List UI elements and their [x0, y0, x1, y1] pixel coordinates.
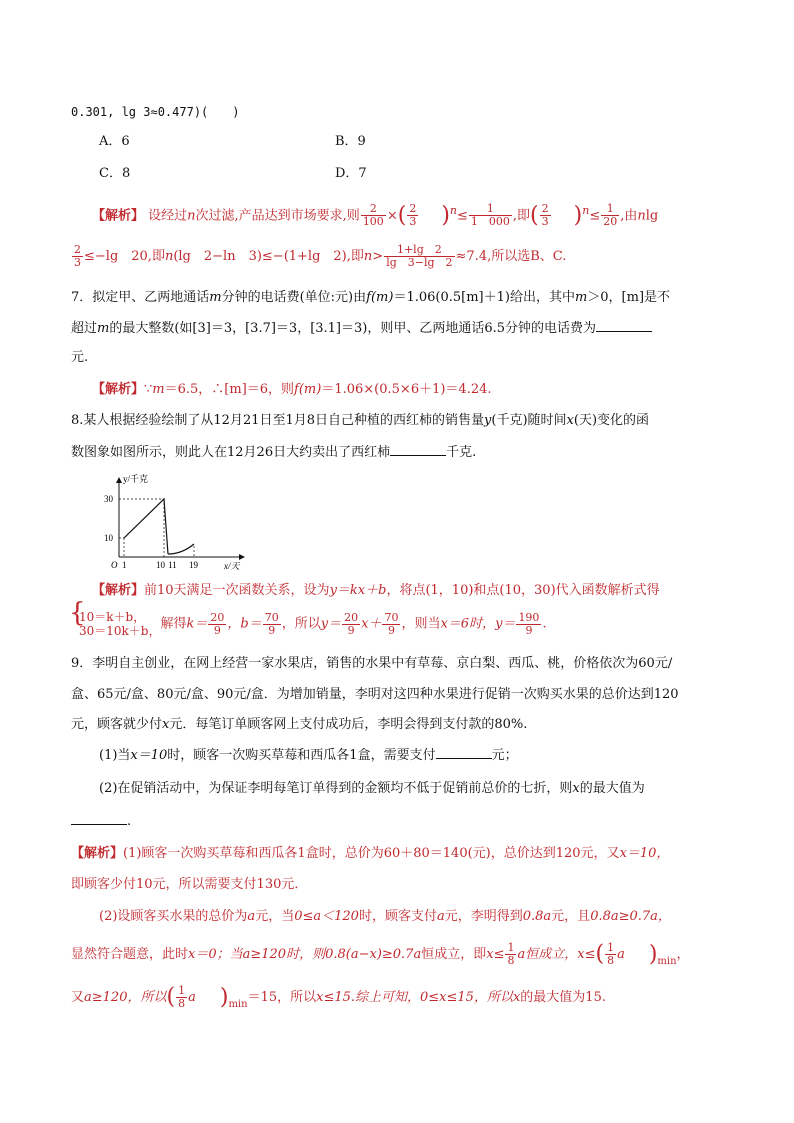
- q7-line2: 超过m的最大整数(如[3]＝3，[3.7]＝3，[3.1]＝3)，则甲、乙两地通话6.5分钟的电话费为: [71, 319, 652, 338]
- q6-option-d: D．7: [335, 166, 367, 181]
- var-n: n: [164, 249, 174, 264]
- fraction: $\frac{1}{8}$: [178, 984, 186, 1010]
- fraction: $\frac{1}{8}$: [507, 941, 515, 967]
- q8-line2: 数图象如图所示，则此人在12月26日大约卖出了西红柿 千克.: [71, 445, 477, 460]
- sol6-line1: 【解析】 设经过n次过滤,产品达到市场要求,则 $\frac{2}{100}$ ×( $\frac{2}{3}$ )$^n$≤ $\frac{1}{1 000}$ ,即( $\frac{2}{3}$ )$^n$≤ $\frac{1}{20}$ ,由nlg: [92, 202, 659, 229]
- answer-blank[interactable]: [436, 746, 492, 759]
- fraction: $\frac{1}{1 000}$: [470, 202, 510, 229]
- sol8-line2: { 10＝k＋b， 30＝10k＋b， 解得k＝ $\frac{20}{9}$ ，b＝ $\frac{70}{9}$ ，所以y＝ $\frac{20}{9}$ x＋ $\frac{70}{9}$ ，则当x＝6时，y＝ $\frac{190}{9}$ .: [69, 598, 547, 638]
- fraction: $\frac{2}{100}$: [362, 202, 384, 229]
- le-sign: ≤: [457, 208, 468, 224]
- fraction: $\frac{2}{3}$: [409, 202, 417, 229]
- var-n: n: [363, 249, 373, 264]
- x-tick-10: 10: [156, 560, 165, 570]
- sol8-line1: 【解析】前10天满足一次函数关系，设为y＝kx＋b，将点(1，10)和点(10，30)代入函数解析式得: [92, 583, 660, 598]
- sol6-text: 次过滤,产品达到市场要求,则: [195, 208, 360, 224]
- graph-line: [124, 499, 168, 554]
- fraction: $\frac{20}{9}$: [344, 610, 359, 637]
- fraction: $\frac{190}{9}$: [518, 610, 540, 637]
- sol7-line: 【解析】∵m＝6.5，∴[m]＝6，则f(m)＝1.06×(0.5×6＋1)＝4.24.: [92, 382, 492, 397]
- origin-label: O: [111, 560, 118, 570]
- answer-blank[interactable]: [71, 812, 127, 825]
- fraction: $\frac{1+\lg 2}{\lg 3-\lg 2}$: [386, 243, 453, 269]
- fraction: $\frac{70}{9}$: [264, 610, 279, 637]
- q6-option-a: A．6: [99, 134, 130, 149]
- y-axis-label: y/千克: [123, 474, 149, 484]
- q9-part1: (1)当x＝10时，顾客一次购买草莓和西瓜各1盒，需要支付 元；: [99, 748, 518, 763]
- sales-graph: [98, 472, 248, 572]
- sol6-text: ≈7.4,所以选B、C.: [455, 249, 567, 264]
- q6-stem-end: 0.301, lg 3≈0.477)( ): [71, 105, 240, 119]
- times-sign: ×: [386, 208, 398, 224]
- q9-line1: 9．李明自主创业，在网上经营一家水果店，销售的水果中有草莓、京白梨、西瓜、桃，价格依次为60元/: [71, 656, 673, 671]
- sol6-line2: $\frac{2}{3}$ ≤−lg 20,即n(lg 2−ln 3)≤−(1+lg 2),即n> $\frac{1+\lg 2}{\lg 3-\lg 2}$ ≈7.4,所以选B、C.: [74, 243, 567, 269]
- le-sign: ≤: [589, 208, 601, 224]
- y-tick-30: 30: [104, 494, 113, 504]
- q9-part2-blank: .: [71, 812, 131, 831]
- fraction: $\frac{1}{20}$: [603, 202, 618, 229]
- solution-tag: 【解析】: [92, 382, 145, 397]
- q9-line2: 盒、65元/盒、80元/盒、90元/盒．为增加销量，李明对这四种水果进行促销一次购买水果的总价达到120: [71, 687, 679, 702]
- x-tick-1: 1: [122, 560, 127, 570]
- fraction: $\frac{2}{3}$: [541, 202, 549, 229]
- answer-blank[interactable]: [596, 319, 652, 332]
- sol6-text: 设经过: [148, 208, 188, 224]
- fraction: $\frac{1}{8}$: [607, 941, 615, 967]
- sol9-line1: 【解析】(1)顾客一次购买草莓和西瓜各1盒时，总价为60＋80＝140(元)，总价达到120元，又x＝10，: [71, 846, 670, 861]
- answer-blank[interactable]: [390, 443, 446, 456]
- solution-tag: 【解析】: [71, 846, 124, 861]
- var-n: n: [187, 208, 196, 224]
- y-tick-10: 10: [104, 533, 113, 543]
- q8-line1: 8.某人根据经验绘制了从12月21日至1月8日自己种植的西红柿的销售量y(千克)随时间x(天)变化的函: [71, 413, 650, 428]
- fraction: $\frac{2}{3}$: [74, 243, 81, 269]
- sol6-text: ,即: [512, 208, 531, 224]
- q6-option-c: C．8: [99, 166, 131, 181]
- q9-line3: 元，顾客就少付x元．每笔订单顾客网上支付成功后，李明会得到支付款的80%.: [71, 717, 528, 732]
- sol9-line4: 显然符合题意，此时x＝0；当a≥120时，则0.8(a−x)≥0.7a恒成立，即x≤ $\frac{1}{8}$ a恒成立，x≤( $\frac{1}{8}$ a )$_{min}$，: [71, 941, 690, 967]
- q6-option-b: B．9: [335, 134, 366, 149]
- x-axis-label: x/天: [224, 561, 240, 571]
- equation-system: { 10＝k＋b， 30＝10k＋b，: [69, 598, 161, 638]
- sol6-text: (lg 2−ln 3)≤−(1+lg 2),即: [173, 249, 364, 264]
- solution-tag: 【解析】: [92, 208, 145, 224]
- sol6-text: ≤−lg 20,即: [84, 249, 165, 264]
- graph-curve: [168, 544, 194, 554]
- sol9-line2: 即顾客少付10元，所以需要支付130元．: [71, 877, 308, 892]
- x-tick-11: 11: [168, 560, 177, 570]
- solution-tag: 【解析】: [92, 583, 145, 598]
- q7-line3: 元.: [71, 350, 89, 365]
- sol9-line3: (2)设顾客买水果的总价为a元，当0≤a＜120时，顾客支付a元，李明得到0.8a元，且0.8a≥0.7a，: [99, 909, 671, 924]
- fraction: $\frac{20}{9}$: [210, 610, 225, 637]
- x-tick-19: 19: [189, 560, 198, 570]
- q9-part2: (2)在促销活动中，为保证李明每笔订单得到的金额均不低于促销前总价的七折，则x的最大值为: [99, 781, 645, 796]
- q7-line1: 7．拟定甲、乙两地通话m分钟的电话费(单位:元)由f(m)＝1.06(0.5[m]＋1)给出，其中m＞0，[m]是不: [71, 290, 671, 305]
- sol9-line5: 又a≥120，所以( $\frac{1}{8}$ a )$_{min}=15$，所以x≤15.综上可知，0≤x≤15，所以x的最大值为15.: [71, 984, 606, 1010]
- sol6-text: ,由: [620, 208, 638, 224]
- fraction: $\frac{70}{9}$: [384, 610, 399, 637]
